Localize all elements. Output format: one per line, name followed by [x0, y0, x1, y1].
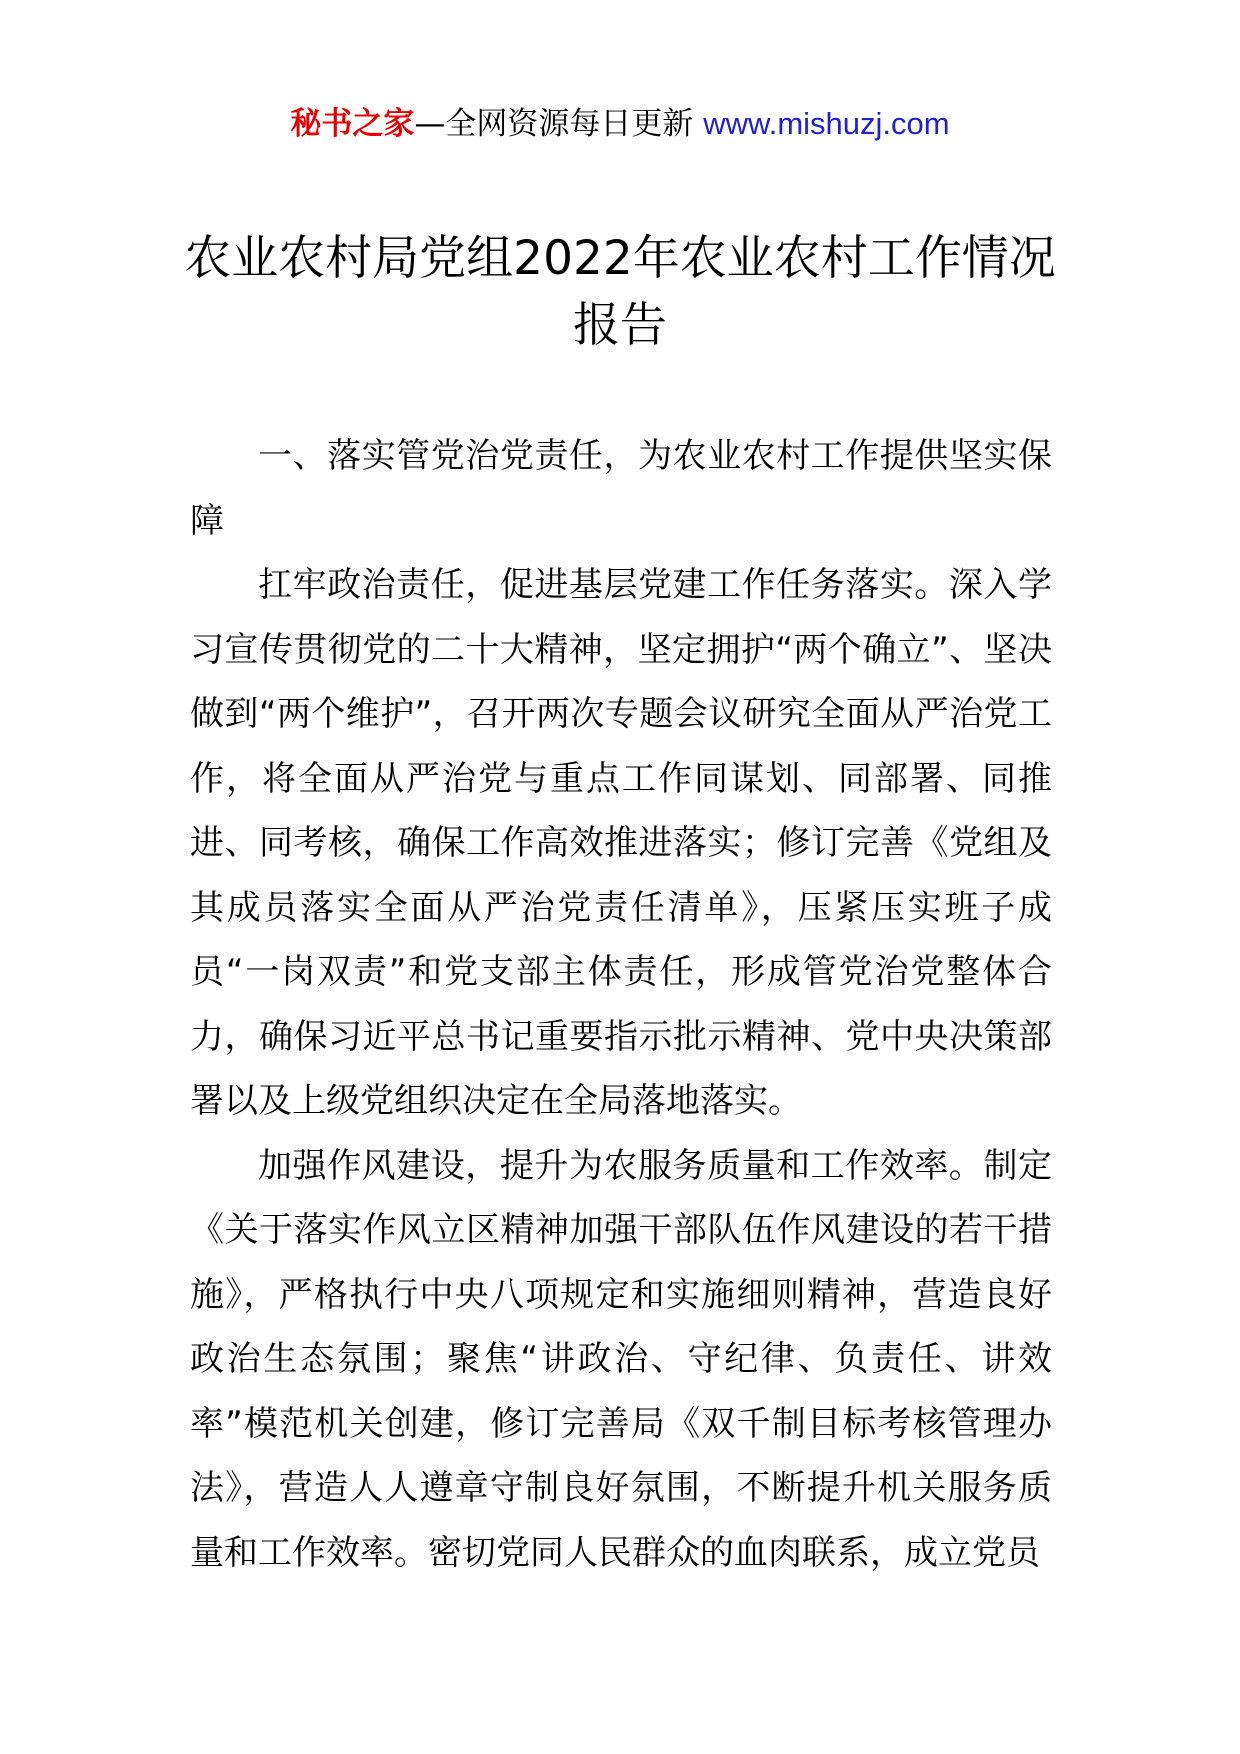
body-paragraph-1: 扛牢政治责任，促进基层党建工作任务落实。深入学习宣传贯彻党的二十大精神，坚定拥护“两个确立”、坚决做到“两个维护”，召开两次专题会议研究全面从严治党工作，将全面从严治党与重点工作同谋划、同部署、同推进、同考核，确保工作高效推进落实；修订完善《党组及其成员落实全面从严治党责任清单》，压紧压实班子成员“一岗双责”和党支部主体责任，形成管党治党整体合力，确保习近平总书记重要指示批示精神、党中央决策部署以及上级党组织决定在全局落地落实。 — [190, 565, 1052, 1121]
banner-tagline: —全网资源每日更新 — [414, 106, 694, 142]
body-paragraph-2: 加强作风建设，提升为农服务质量和工作效率。制定《关于落实作风立区精神加强干部队伍作风建设的若干措施》，严格执行中央八项规定和实施细则精神，营造良好政治生态氛围；聚焦“讲政治、守纪律、负责任、讲效率”模范机关创建，修订完善局《双千制目标考核管理办法》，营造人人遵章守制良好氛围，不断提升机关服务质量和工作效率。密切党同人民群众的血肉联系，成立党员 — [190, 1145, 1052, 1573]
document-title — [150, 225, 1090, 359]
site-url-link[interactable]: www.mishuzj.com — [703, 106, 950, 141]
brand-name: 秘书之家 — [290, 106, 415, 142]
title-line-1: 农业农村局党组2022年农业农村工作情况 — [184, 231, 1056, 286]
site-banner — [0, 102, 1240, 146]
title-line-2: 报告 — [573, 298, 667, 353]
document-body — [190, 424, 1052, 1585]
section-heading: 一、落实管党治党责任，为农业农村工作提供坚实保障 — [190, 436, 1052, 541]
